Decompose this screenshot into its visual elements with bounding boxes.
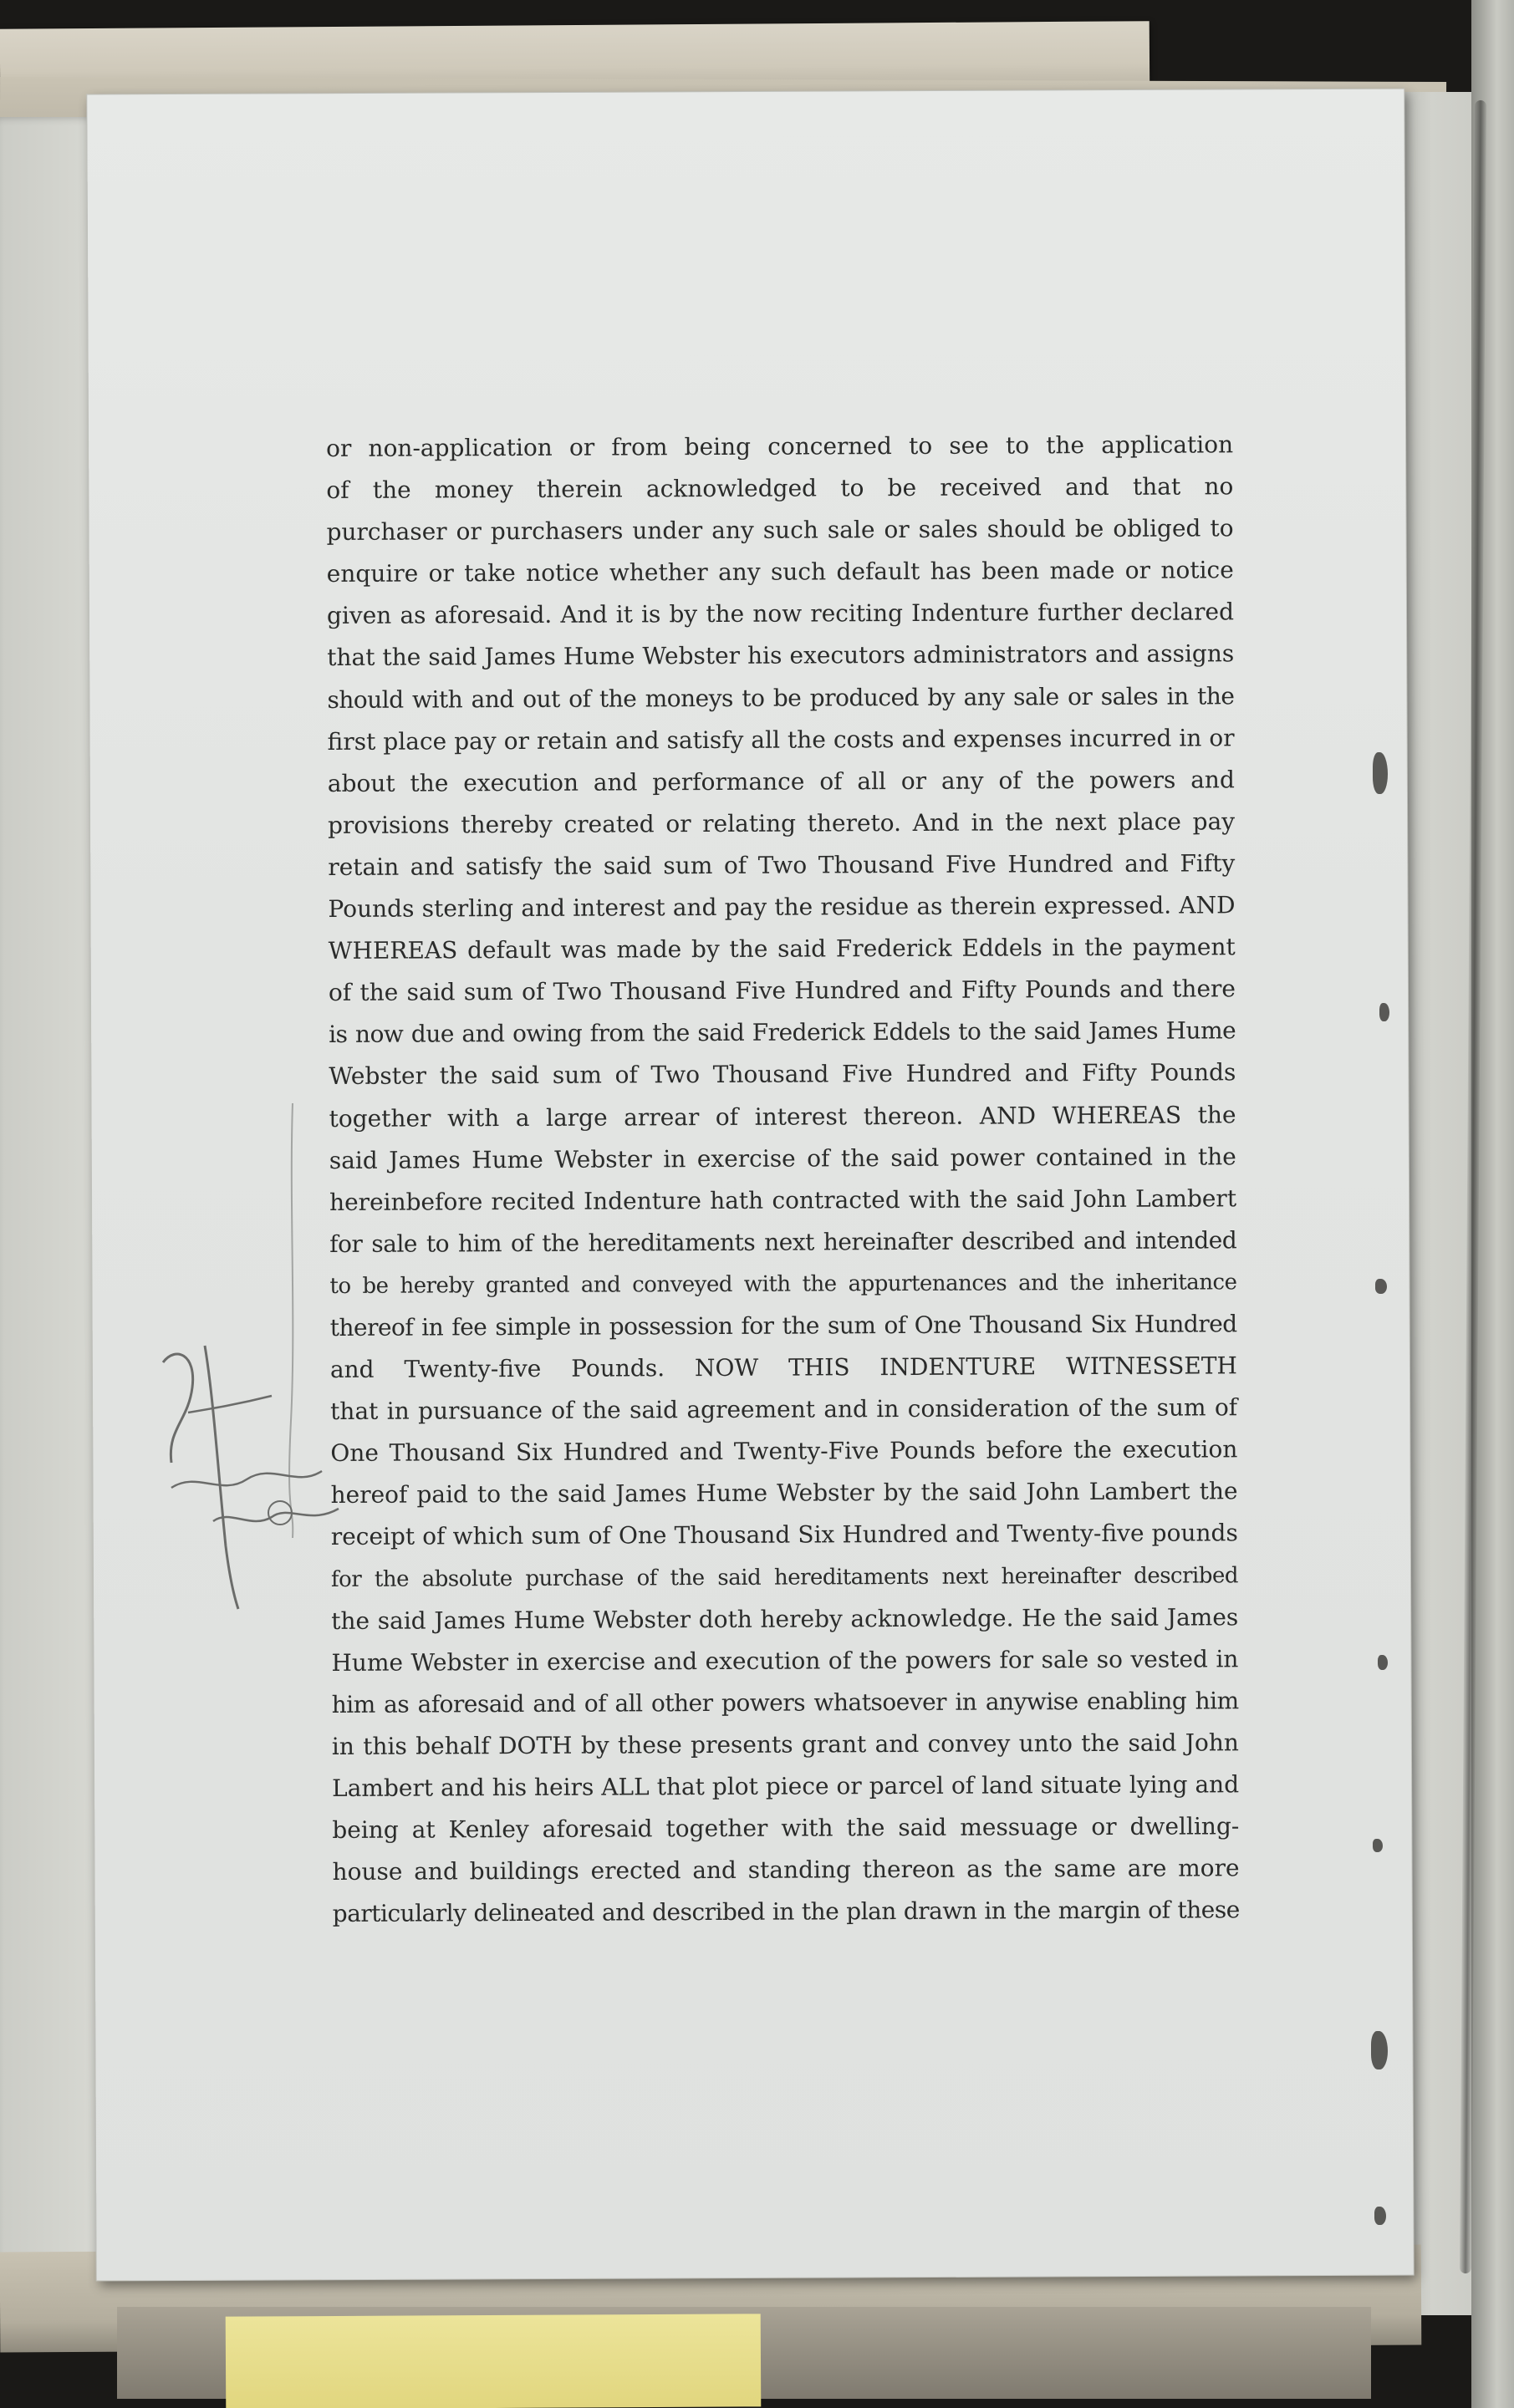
text-line: to be hereby granted and conveyed with the appurtenances and the inheritance — [329, 1270, 1237, 1299]
tear-mark — [1374, 2207, 1386, 2225]
text-line: Webster the said sum of Two Thousand Five Hundred and Fifty Pounds — [329, 1058, 1236, 1091]
text-line: Pounds sterling and interest and pay the residue as therein expressed. AND — [328, 891, 1236, 924]
text-line: provisions thereby created or relating thereto. And in the next place pay — [328, 807, 1236, 839]
text-line: purchaser or purchasers under any such sale or sales should be obliged to — [326, 514, 1234, 547]
page-edge-tears — [1371, 167, 1430, 2257]
text-line: particularly delineated and described in the plan drawn in the margin of these — [332, 1896, 1240, 1928]
text-line: enquire or take notice whether any such default has been made or notice — [326, 556, 1234, 588]
tear-mark — [1379, 1003, 1389, 1021]
text-line: Hume Webster in exercise and execution of the powers for sale so vested in — [331, 1644, 1239, 1677]
text-line: in this behalf DOTH by these presents grant and convey unto the said John — [331, 1728, 1239, 1760]
text-line: of the said sum of Two Thousand Five Hundred and Fifty Pounds and there — [328, 975, 1236, 1007]
text-line: said James Hume Webster in exercise of the said power contained in the — [329, 1142, 1236, 1174]
text-line: house and buildings erected and standing thereon as the same are more — [332, 1854, 1240, 1886]
text-line: Lambert and his heirs ALL that plot piece or parcel of land situate lying and — [332, 1770, 1240, 1802]
text-line: being at Kenley aforesaid together with the said messuage or dwelling- — [332, 1812, 1240, 1845]
text-line: and Twenty-five Pounds. NOW THIS INDENTURE WITNESSETH — [329, 1352, 1237, 1384]
text-line: receipt of which sum of One Thousand Six Hundred and Twenty-five pounds — [330, 1519, 1238, 1551]
text-line: should with and out of the moneys to be produced by any sale or sales in the — [327, 681, 1235, 714]
text-line: One Thousand Six Hundred and Twenty-Five Pounds before the execution — [330, 1435, 1238, 1468]
text-line: first place pay or retain and satisfy all the costs and expenses incurred in or — [327, 723, 1235, 756]
text-line: given as aforesaid. And it is by the now reciting Indenture further declared — [326, 598, 1235, 630]
tear-mark — [1373, 752, 1388, 794]
tear-mark — [1373, 1839, 1383, 1852]
text-line: about the execution and performance of all or any of the powers and — [327, 766, 1235, 797]
text-line: that the said James Hume Webster his executors administrators and assigns — [327, 639, 1235, 672]
text-line: that in pursuance of the said agreement and in consideration of the sum of — [330, 1393, 1238, 1426]
text-line: is now due and owing from the said Frederick Eddels to the said James Hume — [329, 1016, 1236, 1049]
text-line: for sale to him of the hereditaments next hereinafter described and intended — [329, 1226, 1237, 1258]
text-line: hereof paid to the said James Hume Webster by the said John Lambert the — [330, 1477, 1238, 1509]
pencil-marginalia-scribble — [146, 1329, 355, 1613]
text-line: him as aforesaid and of all other powers whatsoever in anywise enabling him — [331, 1687, 1239, 1718]
text-line: of the money therein acknowledged to be received and that no — [326, 472, 1234, 505]
text-line: for the absolute purchase of the said hereditaments next hereinafter described — [330, 1562, 1239, 1592]
text-line: together with a large arrear of interest thereon. AND WHEREAS the — [329, 1100, 1236, 1133]
tear-mark — [1378, 1655, 1388, 1670]
text-line: WHEREAS default was made by the said Frederick Eddels in the payment — [328, 933, 1236, 965]
yellow-sticky-note — [226, 2314, 762, 2408]
tear-mark — [1375, 1279, 1387, 1294]
text-line: the said James Hume Webster doth hereby acknowledge. He the said James — [331, 1602, 1239, 1635]
text-line: thereof in fee simple in possession for the sum of One Thousand Six Hundred — [329, 1310, 1237, 1341]
text-line: hereinbefore recited Indenture hath contracted with the said John Lambert — [329, 1184, 1237, 1216]
indenture-body-text — [326, 424, 1240, 1935]
text-line: or non-application or from being concerned to see to the application — [326, 430, 1234, 462]
text-line: retain and satisfy the said sum of Two Thousand Five Hundred and Fifty — [328, 849, 1236, 881]
tear-mark — [1371, 2031, 1388, 2069]
